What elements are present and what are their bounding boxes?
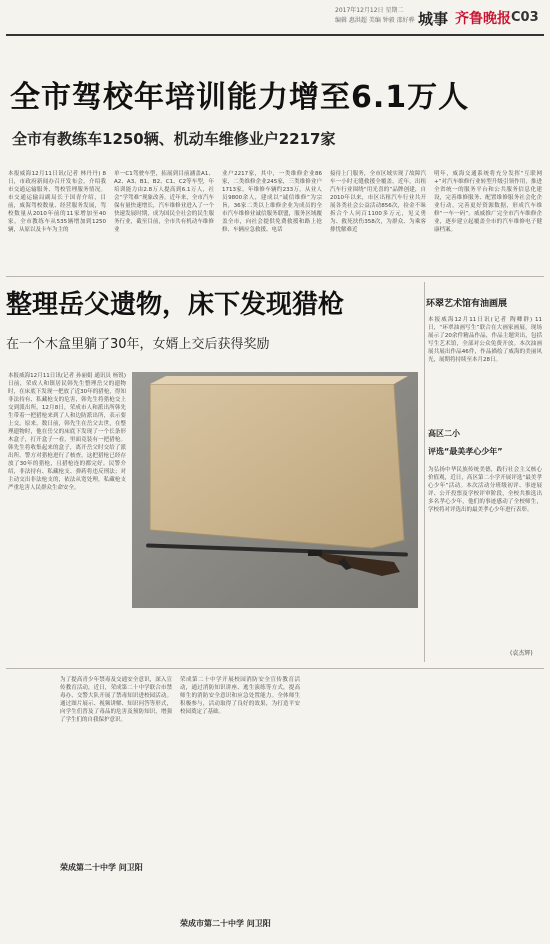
headline-hunting-rifle: 整理岳父遗物，床下发现猎枪 xyxy=(6,290,345,320)
rifle-photo-image xyxy=(132,372,418,608)
brief-2-body: 荣成第二十中学开展校园消防安全宣传教育活动，通过消防知识讲座、逃生演练等方式，提高师生的消防安全意识和应急处置能力。全体师生积极参与，活动取得了良好的效果，为打造平安校园奠定了基础。 xyxy=(180,677,300,715)
brief-2-heading: 荣成市第二十中学 问卫阳 xyxy=(180,919,271,928)
sidebar-subtitle-2: 评选“最美孝心少年” xyxy=(428,447,503,456)
sidebar-title: 环翠艺术馆有油画展 xyxy=(426,299,508,309)
page-number: C03 xyxy=(511,10,539,25)
bottom-divider xyxy=(6,668,544,669)
subhead-driving-schools: 全市有教练车1250辆、机动车维修业户2217家 xyxy=(12,130,336,148)
section-name: 城事 xyxy=(418,10,449,28)
sidebar-subtitle: 高区二小 xyxy=(428,429,460,438)
newspaper-logo: 齐鲁晚报 xyxy=(455,11,511,27)
story1-column-4: 接待上门服务，全市区域实现了故障汽车一小时无缝救援全覆盖。近年，出租汽车行业围绕“用光喜的”品牌创建，自2010年以来，市区出租汽车行业共开展各类社会公益活动856次，捡金不昧拆合个人问百1100多万元，见义勇为、救死扶伤358次，为群众、为乘客排忧解难近 xyxy=(330,171,426,233)
editors-line: 编辑 惠洪超 美编 钟毅 邵好骅 xyxy=(335,17,415,24)
date-line: 2017年12月12日 星期二 xyxy=(335,7,404,14)
story1-column-5: 明年，威海交通系统将充分发挥“互联网+”对汽车维修行业转型升级引领作用，推进全省统一的服务平台和公共服务信息化建设，完善维修服务、配置维修服务社会化企业行动，完善更好资源数据，形成汽车维修“一车一码”。威威推广完全市汽车维修企业，逐步建立起覆盖全市的汽车维修电子健康档案。 xyxy=(434,171,542,233)
story1-column-2: 单一C1驾驶车型，拓展到目前涵盖A1、A2、A3、B1、B2、C1、C2等车型，年培训能力由2.8万人提高到6.1万人，社会“学驾难”现象改善。近年来，全市汽车保有量快速增长，汽车维修业进入了一个快速发展时期，成为国民全社会的民生服务行业，截至目前，全市共有机动车维修业 xyxy=(114,171,214,233)
section-divider xyxy=(6,276,544,277)
sidebar-credit: (袁杰辉) xyxy=(510,650,533,657)
header-rule xyxy=(6,34,544,36)
headline-driving-schools: 全市驾校年培训能力增至6.1万人 xyxy=(10,80,470,115)
page-header xyxy=(0,0,550,36)
story2-body: 本报威海12月11日讯(记者 孙丽娟 通讯员 杨锐) 日前，荣成人和镇居民韩先生整理岳父的遗物时，在床底下发现一把放了近30年的猎枪，得知非法持有、私藏枪支的危害，韩先生将猎枪交上交到派出所。12月8日，荣成市人和派出所韩先生带着一把猎枪来到了人和边防派出所，表示要上交。原来，数日前，韩先生在岳父去世，在整理遗物时，他在岳父的床底下发现了一个长条形木盒子，打开盒子一看，里面竟装有一把猎枪。韩先生将收集起来的盒子，离开岳父时交给了派出所。警方对猎枪进行了核查，这把猎枪已经存放了30年的猎枪，且猎枪连的都完好。民警介绍，非法持有、私藏枪支、弹药将违反刑法；对主动交出非法枪支的，依法从宽处理，私藏枪支严重危害人民群众生命安全。 xyxy=(8,373,126,491)
subhead-hunting-rifle: 在一个木盒里躺了30年，女婿上交后获得奖励 xyxy=(6,337,270,352)
sidebar-divider xyxy=(424,282,425,662)
story1-column-1: 本报威海12月11日讯(记者 林丹丹) 8日，市政府新闻办召开发布会，介绍我市交通运输服务、驾校管理服务情况。市交通运输局副局长于国青介绍，目前，威海驾校数量、经营服务发展，驾校数量从2010年前的11家增加至40家，全市教练车从535辆增加到1250辆，从原以及卡车为主的 xyxy=(8,171,106,233)
story1-column-3: 业户2217家，其中，一类维修企业86家，二类维修企业245家，三类维修业户1713家，年维修车辆约233万，从业人员9800余人，建成以“诚信维修”为宗旨，36家二类以上维修企业为成员的全市汽车维修业诚信服务联盟，服务区域覆盖全市，向社会提供免费救援和路上抢修、车辆应急救援、电话 xyxy=(222,171,322,233)
brief-1-heading: 荣成第二十中学 问卫阳 xyxy=(60,863,143,872)
brief-1-body: 为了提高青少年禁毒及交通安全意识，深入宣传教育活动，近日，荣成第二十中学联合市禁毒办、交警大队开展了禁毒知识进校园活动。通过图片展示、视频讲解、知识问答等形式，向学生们普及了毒品的危害及预防知识，增强了学生们的自我保护意识。 xyxy=(60,677,172,723)
rifle-photo xyxy=(132,372,418,608)
sidebar-body-2: 为弘扬中华民族传统美德，践行社会主义核心价值观，近日，高区第二小学开展评选“最美孝心少年”活动。本次活动分班级初评、事迹展评、公开投票及学校评审阶段，全校共推选出多名孝心少年，他们的事迹感动了全校师生，学校将对评选出的最美孝心少年进行表彰。 xyxy=(428,467,542,513)
sidebar-body: 本报威海12月11日讯(记者 陶卿群) 11日，“环翠油画写生”联合在大画家画展，现场展示了20余件精品作品，作品主题突出，包括写生艺术馆，全部对公众免费开放。本次油画展共展出作品46件，作品描绘了威海的美丽风光，展期将持续至本月28日。 xyxy=(428,317,542,363)
